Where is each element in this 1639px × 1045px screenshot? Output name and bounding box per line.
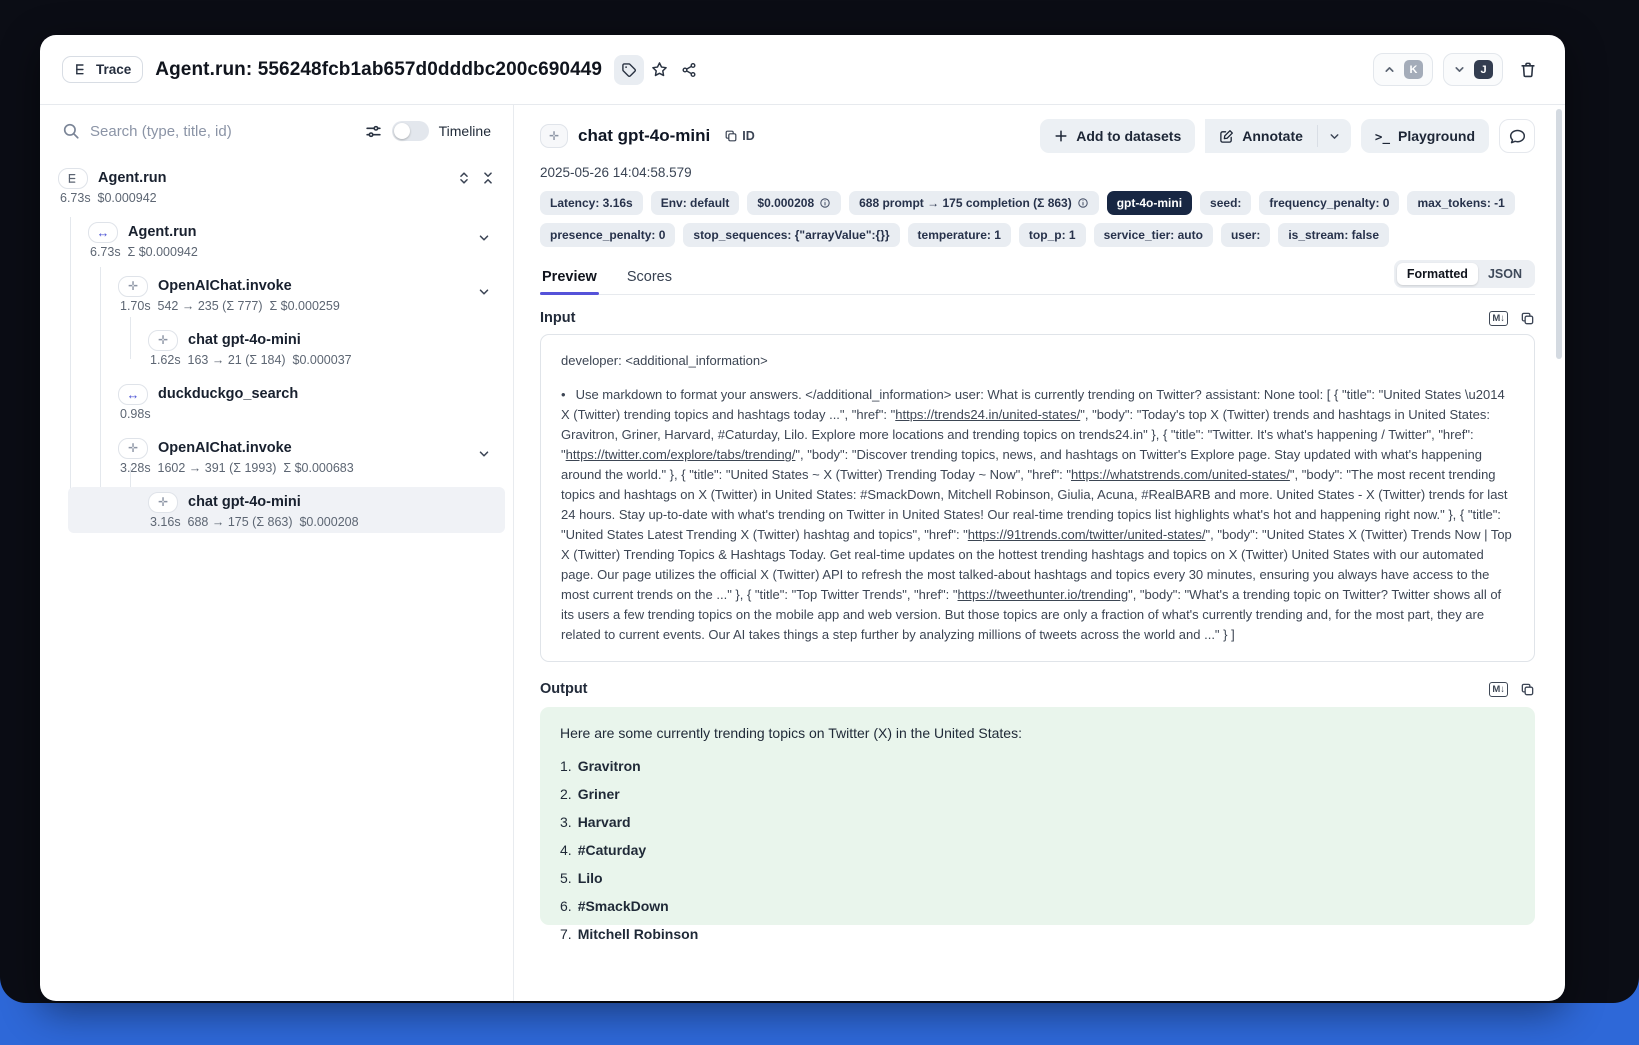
filter-sliders-icon[interactable] — [365, 123, 382, 140]
metadata-badge: user: — [1221, 223, 1270, 247]
node-title: chat gpt-4o-mini — [188, 332, 301, 348]
keycap-k: K — [1404, 60, 1423, 79]
input-content — [540, 334, 1535, 662]
bullet-marker: • — [561, 387, 566, 402]
input-link[interactable]: https://whatstrends.com/united-states/ — [1070, 467, 1290, 482]
node-title: Agent.run — [98, 170, 167, 186]
output-trending-list — [560, 756, 1515, 945]
input-link[interactable]: https://trends24.in/united-states/ — [895, 407, 1081, 422]
output-list-item: 4. #Caturday — [560, 842, 647, 858]
trace-tree-node[interactable] — [40, 217, 505, 263]
window-header — [40, 35, 1565, 105]
collapse-all-icon[interactable] — [481, 171, 495, 185]
input-link[interactable]: https://twitter.com/explore/tabs/trending/ — [565, 447, 796, 462]
input-link[interactable]: https://tweethunter.io/trending — [957, 587, 1129, 602]
markdown-toggle-icon[interactable]: M↓ — [1489, 311, 1508, 326]
plus-icon — [1054, 129, 1068, 143]
tab-preview[interactable]: Preview — [540, 265, 599, 294]
metadata-badge: presence_penalty: 0 — [540, 223, 675, 247]
input-link[interactable]: https://91trends.com/twitter/united-states/ — [967, 527, 1206, 542]
view-formatted-option[interactable]: Formatted — [1397, 263, 1478, 285]
node-meta: 0.98s — [120, 407, 151, 421]
node-meta: 6.73s $0.000942 — [60, 191, 157, 205]
star-icon[interactable] — [644, 55, 674, 85]
tab-scores[interactable]: Scores — [626, 269, 672, 285]
node-meta: 3.16s 688 → 175 (Σ 863) $0.000208 — [150, 515, 359, 529]
node-type-badge — [118, 384, 148, 405]
trace-tree-icon — [74, 62, 89, 77]
metadata-badge: Env: default — [651, 191, 740, 215]
main-scrollbar[interactable] — [1556, 105, 1562, 993]
output-list-item: 5. Lilo — [560, 870, 603, 886]
search-icon — [62, 122, 80, 140]
node-meta: 1.70s 542 → 235 (Σ 777) Σ $0.000259 — [120, 299, 340, 313]
node-title: chat gpt-4o-mini — [188, 494, 301, 510]
copy-icon[interactable] — [1520, 311, 1535, 326]
tag-icon[interactable] — [614, 55, 644, 85]
node-title: OpenAIChat.invoke — [158, 278, 292, 294]
markdown-toggle-icon[interactable]: M↓ — [1489, 682, 1508, 697]
search-input[interactable] — [90, 123, 355, 140]
trace-tree-node[interactable] — [40, 271, 505, 317]
pencil-square-icon — [1219, 129, 1234, 144]
run-timestamp: 2025-05-26 14:04:58.579 — [540, 165, 692, 180]
node-type-badge — [148, 330, 178, 351]
node-type-badge — [58, 168, 88, 189]
node-meta: 3.28s 1602 → 391 (Σ 1993) Σ $0.000683 — [120, 461, 354, 475]
output-intro: Here are some currently trending topics on Twitter (X) in the United States: — [560, 725, 1022, 741]
chevron-down-icon[interactable] — [477, 447, 491, 461]
output-list-item: 1. Gravitron — [560, 758, 641, 774]
copy-icon[interactable] — [1520, 682, 1535, 697]
metadata-badge: max_tokens: -1 — [1407, 191, 1514, 215]
trace-badge — [62, 56, 143, 83]
next-run-button[interactable] — [1443, 53, 1503, 86]
metadata-badge: stop_sequences: {"arrayValue":{}} — [683, 223, 899, 247]
run-detail-panel — [514, 105, 1565, 1001]
llm-icon: ✛ — [157, 495, 169, 509]
output-list-item: 6. #SmackDown — [560, 898, 669, 914]
metadata-badge: seed: — [1200, 191, 1251, 215]
node-type-badge — [118, 438, 148, 459]
llm-run-icon: ✛ — [540, 124, 568, 148]
timeline-label: Timeline — [438, 123, 491, 139]
page-title: Agent.run: 556248fcb1ab657d0dddbc200c690449 — [155, 58, 603, 80]
node-type-badge — [118, 276, 148, 297]
model-badge: gpt-4o-mini — [1107, 191, 1192, 215]
node-meta: 1.62s 163 → 21 (Σ 184) $0.000037 — [150, 353, 352, 367]
output-content — [540, 707, 1535, 942]
share-icon[interactable] — [674, 55, 704, 85]
run-title: chat gpt-4o-mini — [578, 126, 711, 145]
node-title: duckduckgo_search — [158, 386, 299, 402]
trace-tree-node[interactable] — [40, 163, 505, 209]
llm-icon: ✛ — [127, 441, 139, 455]
trace-tree-node[interactable] — [68, 487, 505, 533]
llm-icon: ✛ — [157, 333, 169, 347]
keycap-j: J — [1474, 60, 1493, 79]
delete-button[interactable] — [1513, 55, 1543, 85]
metadata-badge: service_tier: auto — [1094, 223, 1213, 247]
input-role-line: developer: <additional_information> — [561, 353, 768, 368]
metadata-badge: $0.000208 — [747, 191, 841, 215]
comments-button[interactable] — [1499, 119, 1535, 153]
chevron-down-icon[interactable] — [477, 285, 491, 299]
tabs-bar — [540, 260, 1535, 295]
metadata-badge: frequency_penalty: 0 — [1259, 191, 1399, 215]
output-list-item: 2. Griner — [560, 786, 620, 802]
info-icon[interactable] — [1077, 197, 1089, 209]
chat-bubble-icon — [1509, 128, 1526, 145]
trace-tree-icon — [67, 172, 80, 185]
node-title: OpenAIChat.invoke — [158, 440, 292, 456]
trace-window — [40, 35, 1565, 1001]
scrollbar-thumb[interactable] — [1556, 109, 1562, 359]
llm-icon: ✛ — [127, 279, 139, 293]
trace-tree-node[interactable] — [40, 379, 505, 425]
run-metadata-badges — [540, 191, 1535, 247]
expand-all-icon[interactable] — [457, 171, 471, 185]
node-type-badge — [148, 492, 178, 513]
chevron-down-icon[interactable] — [477, 231, 491, 245]
terminal-icon: >_ — [1374, 128, 1390, 144]
tool-arrows-icon: ↔ — [96, 224, 110, 240]
view-json-option[interactable]: JSON — [1487, 267, 1522, 281]
metadata-badge: Latency: 3.16s — [540, 191, 643, 215]
trace-badge-label: Trace — [96, 62, 132, 77]
input-section-label: Input — [540, 310, 576, 326]
copy-id-button[interactable] — [724, 129, 755, 143]
metadata-badge: temperature: 1 — [908, 223, 1011, 247]
chevron-up-icon — [1383, 63, 1396, 76]
id-label: ID — [742, 129, 755, 143]
tool-arrows-icon: ↔ — [126, 386, 140, 402]
metadata-badge: top_p: 1 — [1019, 223, 1086, 247]
prev-run-button[interactable] — [1373, 53, 1433, 86]
metadata-badge: is_stream: false — [1278, 223, 1389, 247]
info-icon[interactable] — [819, 197, 831, 209]
copy-icon — [724, 129, 738, 143]
add-to-datasets-button[interactable]: Add to datasets — [1040, 119, 1195, 153]
trace-sidebar — [40, 105, 514, 1001]
annotate-split-button — [1205, 119, 1351, 153]
annotate-button[interactable]: Annotate — [1205, 119, 1317, 153]
chevron-down-icon — [1453, 63, 1466, 76]
trace-tree-node[interactable] — [40, 325, 505, 371]
playground-button[interactable]: >_ Playground — [1361, 119, 1489, 153]
timeline-toggle[interactable] — [392, 121, 429, 141]
input-bullet-paragraph: • Use markdown to format your answers. </additional_information> user: What is currently trending on Twitter? assistant: None tool: [ { "title": "United States \u2014 X (Twitter) trending topics and hashtags today ...", "href": "https://trends24.in/united-states/", "body": "Today's top X (Twitter) trends and hashtags in United States: Gravitron, Griner, Harvard, #Caturday, Lilo. Explore more locations and trending topics on trends24.in" }, { "title": "Twitter. It's what's happening / Twitter", "href": "https://twitter.com/explore/tabs/trending/", "body": "Discover trending topics, news, and hashtags on Twitter's Explore page. Stay updated with what's happening around the world." }, { "title": "United States ~ X (Twitter) Trending Today ~ Now", "href": "https://whatstrends.com/united-states/", "body": "The most recent trending topics and hashtags on X (Twitter) in United States: #SmackDown, Mitchell Robinson, Giulia, Acuna, #RealBARB and more. United States - X (Twitter) trends for last 24 hours. Stay up-to-date with what's trending on Twitter in United States! Our real-time trending topics list highlights what's hot and happening right now." }, { "title": "United States Latest Trending X (Twitter) hashtag and topics", "href": "https://91trends.com/twitter/united-states/", "body": "United States X (Twitter) Trends Now | Top X (Twitter) Trending Topics & Hashtags Today. Get real-time updates on the hottest trending hashtags and topics on X (Twitter) United States with our automated page. Our page utilizes the official X (Twitter) API to refresh the most talked-about hashtags and topics every 30 minutes, ensuring you always have access to the most current trends on the ..." }, { "title": "Top Twitter Trends", "href": "https://tweethunter.io/trending", "body": "What's a trending topic on Twitter? Twitter shows all of its users a few trending topics on the mobile app and web version. But those topics are only a fraction of what's currently trending and, for the most part, they are related to current events. Our AI takes things a step further by analyzing millions of tweets across the world and ..." } ] — [561, 387, 1512, 642]
node-meta: 6.73s Σ $0.000942 — [90, 245, 198, 259]
node-title: Agent.run — [128, 224, 197, 240]
output-section-label: Output — [540, 681, 588, 697]
view-mode-segmented-control — [1394, 260, 1535, 288]
output-list-item: 3. Harvard — [560, 814, 631, 830]
node-type-badge — [88, 222, 118, 243]
trace-tree-node[interactable] — [40, 433, 505, 479]
trace-tree — [40, 149, 513, 1001]
output-list-item: 7. Mitchell Robinson — [560, 926, 699, 942]
metadata-badge: 688 prompt → 175 completion (Σ 863) — [849, 191, 1099, 215]
annotate-dropdown-chevron[interactable] — [1318, 119, 1351, 153]
